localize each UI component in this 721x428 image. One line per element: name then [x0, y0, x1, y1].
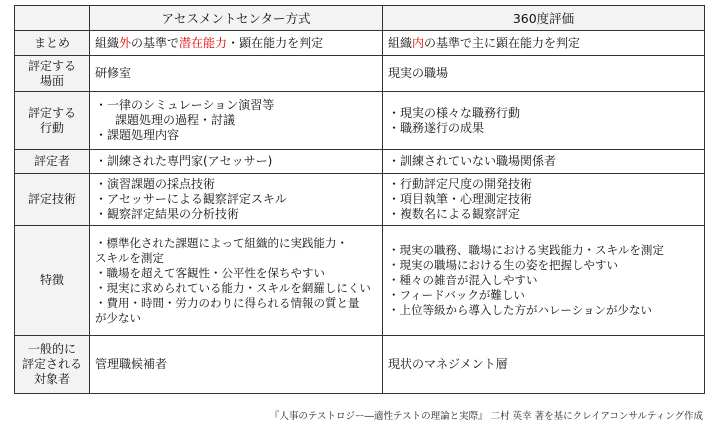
cell-line: ・一律のシミュレーション演習等 — [95, 98, 275, 112]
header-row — [15, 6, 705, 31]
cell-line: ・現実の様々な職務行動 — [388, 105, 521, 120]
highlight-outside: 外 — [119, 35, 132, 50]
cell-line: ・訓練された専門家(アセッサー) — [95, 154, 273, 168]
source-citation: 『人事のテストロジー―適性テストの理論と実際』 二村 英幸 著を基にクレイアコンサルティング作成 — [269, 411, 703, 422]
target-assessment-center — [90, 336, 383, 394]
row-label-line: 一般的に — [27, 342, 76, 356]
cell-line: ・演習課題の採点技術 — [95, 177, 216, 191]
table-row — [15, 226, 705, 336]
comparison-table — [14, 5, 705, 394]
cell-line: ・項目執筆・心理測定技術 — [388, 192, 533, 206]
cell-line: スキルを測定 — [95, 250, 164, 265]
summary-text: の基準で — [131, 35, 180, 50]
cell-line: ・訓練されていない職場関係者 — [388, 154, 557, 168]
highlight-latent-ability: 潜在能力 — [179, 35, 228, 50]
row-label-line: 評定する — [27, 105, 76, 120]
row-label-evaluator: 評定者 — [15, 150, 90, 174]
behavior-assessment-center — [90, 92, 383, 150]
cell-line: ・観察評定結果の分析技術 — [95, 207, 240, 221]
target-360-evaluation — [383, 336, 705, 394]
row-label-line: 場面 — [39, 73, 64, 88]
cell-line: ・現実の職場における生の姿を把握しやすい — [388, 258, 618, 272]
cell-line: ・費用・時間・労力のわりに得られる情報の質と量 — [95, 295, 360, 310]
cell-line: ・行動評定尺度の開発技術 — [388, 177, 533, 191]
summary-text: 組織 — [95, 35, 120, 50]
evaluator-360-evaluation — [383, 150, 705, 174]
evaluator-assessment-center — [90, 150, 383, 174]
cell-line: が少ない — [95, 310, 141, 325]
table-row — [15, 336, 705, 394]
highlight-inside: 内 — [412, 35, 425, 50]
table-row — [15, 56, 705, 92]
cell-line: ・種々の雑音が混入しやすい — [388, 273, 538, 287]
setting-360-evaluation — [383, 56, 705, 92]
table-row — [15, 150, 705, 174]
row-label-line: 行動 — [39, 120, 64, 135]
behavior-360-evaluation — [383, 92, 705, 150]
cell-line: ・現実の職務、職場における実践能力・スキルを測定 — [388, 243, 664, 257]
row-label-behavior — [15, 92, 90, 150]
technique-assessment-center — [90, 174, 383, 226]
features-360-evaluation — [383, 226, 705, 336]
summary-text: 組織 — [388, 35, 413, 50]
column-header-360-evaluation: 360度評価 — [383, 6, 705, 31]
cell-line: 研修室 — [95, 66, 132, 80]
row-label-setting — [15, 56, 90, 92]
cell-line: 現実の職場 — [388, 66, 449, 80]
cell-line: ・フィードバックが難しい — [388, 288, 525, 302]
row-label-summary: まとめ — [15, 31, 90, 56]
cell-line: ・職務遂行の成果 — [388, 120, 485, 135]
row-label-features: 特徴 — [15, 226, 90, 336]
row-label-line: 評定する — [27, 58, 76, 73]
cell-line: ・課題処理内容 — [95, 128, 180, 142]
table-row — [15, 31, 705, 56]
corner-cell — [15, 6, 90, 31]
cell-line: ・アセッサーによる観察評定スキル — [95, 192, 287, 206]
summary-360-evaluation — [383, 31, 705, 56]
cell-line: 管理職候補者 — [95, 357, 168, 371]
row-label-line: 対象者 — [33, 372, 70, 386]
row-label-technique: 評定技術 — [15, 174, 90, 226]
cell-line: ・職場を超えて客観性・公平性を保ちやすい — [95, 265, 325, 280]
cell-line: ・標準化された課題によって組織的に実践能力・ — [95, 235, 348, 250]
summary-text: ・顕在能力を判定 — [227, 35, 324, 50]
cell-line: ・複数名による観察評定 — [388, 207, 521, 221]
cell-line: ・上位等級から導入した方がハレーションが少ない — [388, 303, 653, 317]
summary-text: の基準で主に顕在能力を判定 — [424, 35, 581, 50]
row-label-target — [15, 336, 90, 394]
features-assessment-center — [90, 226, 383, 336]
summary-assessment-center — [90, 31, 383, 56]
technique-360-evaluation — [383, 174, 705, 226]
cell-line: ・現実に求められている能力・スキルを網羅しにくい — [95, 280, 371, 295]
table-row — [15, 174, 705, 226]
column-header-assessment-center: アセスメントセンター方式 — [90, 6, 383, 31]
cell-line: 課題処理の過程・討議 — [115, 113, 236, 127]
row-label-line: 評定される — [21, 357, 82, 371]
setting-assessment-center — [90, 56, 383, 92]
cell-line: 現状のマネジメント層 — [388, 357, 508, 371]
table-row — [15, 92, 705, 150]
